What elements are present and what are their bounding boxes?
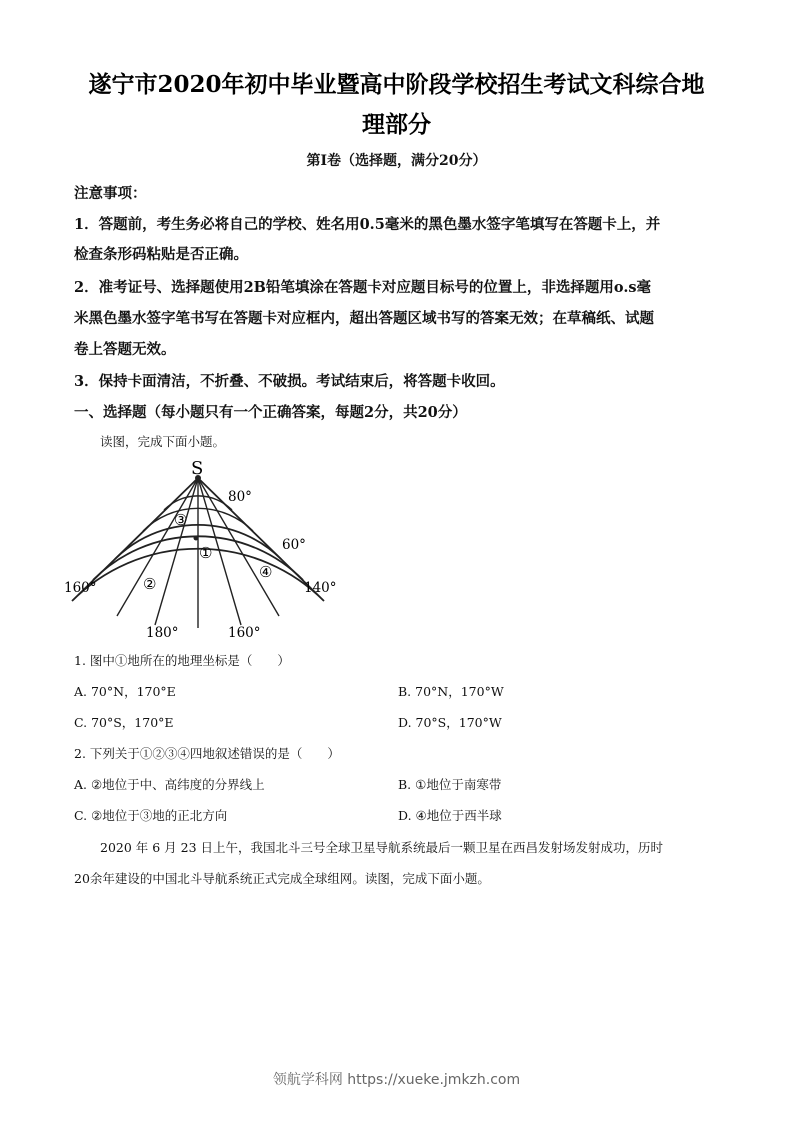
question-2-option-b: B. ①地位于南寒带 bbox=[398, 777, 502, 792]
read-prompt: 读图，完成下面小题。 bbox=[100, 434, 226, 449]
footer-watermark: 领航学科网 https://xueke.jmkzh.com bbox=[272, 1072, 521, 1088]
passage-line-1: 2020 年 6 月 23 日上午，我国北斗三号全球卫星导航系统最后一颗卫星在西昌发射场发射成功，历时 bbox=[100, 840, 664, 855]
notice-line-2: 检查条形码粘贴是否正确。 bbox=[74, 246, 248, 263]
notice-line-5: 卷上答题无效。 bbox=[74, 341, 176, 358]
page-title-line1: 遂宁市2020年初中毕业暨高中阶段学校招生考试文科综合地 bbox=[88, 71, 705, 98]
notice-line-4: 米黑色墨水签字笔书写在答题卡对应框内，超出答题区域书写的答案无效；在草稿纸、试题 bbox=[74, 310, 654, 327]
latitude-80-label: 80° bbox=[228, 489, 252, 505]
point-4-marker: ④ bbox=[259, 563, 273, 581]
point-3-marker: ③ bbox=[174, 511, 188, 529]
question-1-option-a: A. 70°N，170°E bbox=[74, 684, 176, 699]
question-2-option-d: D. ④地位于西半球 bbox=[398, 808, 502, 823]
question-2-stem: 2. 下列关于①②③④四地叙述错误的是（ ） bbox=[74, 746, 340, 761]
point-1-marker: ① bbox=[199, 544, 213, 562]
notice-line-1: 1．答题前，考生务必将自己的学校、姓名用0.5毫米的黑色墨水签字笔填写在答题卡上，并 bbox=[74, 216, 661, 233]
question-1-option-b: B. 70°N，170°W bbox=[398, 684, 504, 699]
question-1-option-d: D. 70°S，170°W bbox=[398, 715, 502, 730]
pole-label: S bbox=[191, 458, 204, 479]
part-one-heading: 一、选择题（每小题只有一个正确答案，每题2分，共20分） bbox=[74, 404, 467, 421]
longitude-160-bottom-label: 160° bbox=[228, 625, 261, 641]
point-2-marker: ② bbox=[143, 575, 157, 593]
passage-line-2: 20余年建设的中国北斗导航系统正式完成全球组网。读图，完成下面小题。 bbox=[74, 871, 490, 886]
notice-line-6: 3．保持卡面清洁，不折叠、不破损。考试结束后，将答题卡收回。 bbox=[74, 373, 505, 390]
question-2-option-c: C. ②地位于③地的正北方向 bbox=[74, 808, 228, 823]
question-2-option-a: A. ②地位于中、高纬度的分界线上 bbox=[74, 777, 265, 792]
section-heading: 第Ⅰ卷（选择题，满分20分） bbox=[306, 153, 487, 169]
page-title-line2: 理部分 bbox=[362, 111, 431, 138]
longitude-160-left-label: 160° bbox=[64, 580, 97, 596]
longitude-180-label: 180° bbox=[146, 625, 179, 641]
latitude-60-label: 60° bbox=[282, 537, 306, 553]
question-1-option-c: C. 70°S，170°E bbox=[74, 715, 174, 730]
polar-grid-figure bbox=[64, 456, 354, 641]
notice-title: 注意事项： bbox=[74, 185, 147, 202]
longitude-140-label: 140° bbox=[304, 580, 337, 596]
notice-line-3: 2．准考证号、选择题使用2B铅笔填涂在答题卡对应题目标号的位置上，非选择题用o.s毫 bbox=[74, 279, 652, 296]
question-1-stem: 1. 图中①地所在的地理坐标是（ ） bbox=[74, 653, 290, 668]
